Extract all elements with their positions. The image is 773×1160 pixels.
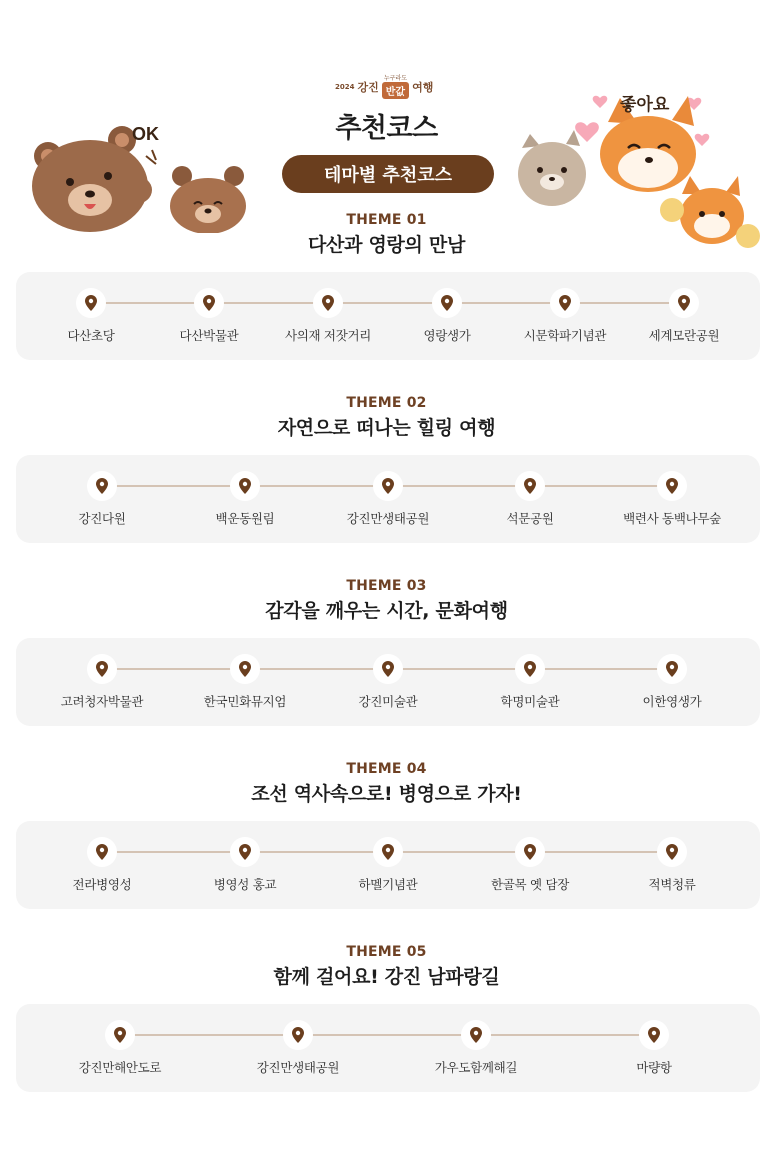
course-stop[interactable] (180, 654, 310, 710)
course-stop[interactable] (37, 837, 167, 893)
stop-name: 이한영생가 (642, 694, 702, 709)
course-stop[interactable] (411, 1020, 541, 1076)
course-route (16, 1004, 760, 1092)
stop-name: 백련사 동백나무숲 (623, 511, 721, 526)
theme-title: 함께 걸어요! 강진 남파랑길 (273, 966, 500, 988)
route-line (120, 1034, 654, 1036)
stop-name: 고려청자박물관 (60, 694, 144, 709)
course-route (16, 272, 760, 360)
map-pin-icon (657, 471, 687, 501)
map-pin-icon (515, 837, 545, 867)
stop-name: 강진다원 (78, 511, 126, 526)
stop-name: 강진만생태공원 (256, 1060, 340, 1075)
course-stop[interactable] (233, 1020, 363, 1076)
course-stop[interactable] (607, 471, 737, 527)
theme-section-2 (0, 395, 773, 526)
stop-name: 시문학파기념관 (523, 328, 607, 343)
logo-name: 강진 (357, 81, 379, 94)
theme-label: THEME 01 (346, 212, 427, 228)
course-stop[interactable] (465, 654, 595, 710)
map-pin-icon (76, 288, 106, 318)
course-stop[interactable] (37, 471, 167, 527)
theme-course-button[interactable]: 테마별 추천코스 (282, 155, 494, 193)
stop-name: 영랑생가 (423, 328, 471, 343)
map-pin-icon (657, 837, 687, 867)
course-stop[interactable] (589, 1020, 719, 1076)
map-pin-icon (550, 288, 580, 318)
ok-text: OK (132, 124, 159, 144)
course-stop[interactable] (263, 288, 393, 344)
map-pin-icon (373, 471, 403, 501)
stop-name: 강진만해안도로 (78, 1060, 162, 1075)
course-stop[interactable] (180, 471, 310, 527)
map-pin-icon (657, 654, 687, 684)
map-pin-icon (313, 288, 343, 318)
course-stop[interactable] (619, 288, 749, 344)
course-stop[interactable] (144, 288, 274, 344)
stop-name: 다산초당 (67, 328, 115, 343)
map-pin-icon (87, 471, 117, 501)
course-stop[interactable] (323, 654, 453, 710)
logo-small: 누구라도 (383, 74, 407, 82)
course-route (16, 821, 760, 909)
course-stop[interactable] (37, 654, 167, 710)
course-route (16, 455, 760, 543)
map-pin-icon (432, 288, 462, 318)
stop-name: 한골목 옛 담장 (491, 877, 569, 892)
page-title: 추천코스 (335, 113, 438, 144)
map-pin-icon (283, 1020, 313, 1050)
event-logo (335, 76, 445, 98)
stop-name: 다산박물관 (179, 328, 239, 343)
map-pin-icon (669, 288, 699, 318)
logo-trip: 여행 (412, 81, 434, 94)
theme-label: THEME 03 (346, 578, 427, 594)
stop-name: 적벽청류 (648, 877, 696, 892)
logo-year: 2024 (335, 83, 355, 91)
theme-title: 다산과 영랑의 만남 (307, 234, 466, 256)
course-stop[interactable] (323, 837, 453, 893)
like-text: 좋아요 (620, 95, 670, 114)
stop-name: 사의재 저잣거리 (284, 328, 372, 343)
theme-section-3 (0, 578, 773, 709)
course-stop[interactable] (26, 288, 156, 344)
course-stop[interactable] (180, 837, 310, 893)
map-pin-icon (230, 471, 260, 501)
map-pin-icon (639, 1020, 669, 1050)
logo-badge: 반값 (382, 82, 409, 99)
stop-name: 학명미술관 (500, 694, 560, 709)
map-pin-icon (230, 837, 260, 867)
map-pin-icon (230, 654, 260, 684)
course-route (16, 638, 760, 726)
map-pin-icon (461, 1020, 491, 1050)
theme-title: 조선 역사속으로! 병영으로 가자! (251, 783, 522, 805)
course-stop[interactable] (465, 471, 595, 527)
map-pin-icon (105, 1020, 135, 1050)
map-pin-icon (87, 654, 117, 684)
map-pin-icon (87, 837, 117, 867)
course-stop[interactable] (323, 471, 453, 527)
stop-name: 병영성 홍교 (213, 877, 277, 892)
course-stop[interactable] (607, 654, 737, 710)
course-stop[interactable] (465, 837, 595, 893)
map-pin-icon (194, 288, 224, 318)
stop-name: 강진만생태공원 (346, 511, 430, 526)
stop-name: 하멜기념관 (358, 877, 418, 892)
theme-label: THEME 04 (346, 761, 427, 777)
theme-section-5 (0, 944, 773, 1075)
course-stop[interactable] (55, 1020, 185, 1076)
theme-title: 자연으로 떠나는 힐링 여행 (277, 417, 496, 439)
theme-section-1 (0, 212, 773, 343)
course-stop[interactable] (382, 288, 512, 344)
stop-name: 한국민화뮤지엄 (203, 694, 287, 709)
theme-label: THEME 02 (346, 395, 427, 411)
map-pin-icon (373, 837, 403, 867)
map-pin-icon (515, 654, 545, 684)
course-stop[interactable] (500, 288, 630, 344)
stop-name: 세계모란공원 (648, 328, 720, 343)
theme-section-4 (0, 761, 773, 892)
theme-label: THEME 05 (346, 944, 427, 960)
course-stop[interactable] (607, 837, 737, 893)
stop-name: 강진미술관 (358, 694, 418, 709)
stop-name: 마량항 (636, 1060, 672, 1075)
theme-title: 감각을 깨우는 시간, 문화여행 (265, 600, 508, 622)
map-pin-icon (373, 654, 403, 684)
map-pin-icon (515, 471, 545, 501)
stop-name: 백운동원림 (215, 511, 275, 526)
stop-name: 석문공원 (506, 511, 554, 526)
stop-name: 가우도함께해길 (434, 1060, 518, 1075)
stop-name: 전라병영성 (72, 877, 132, 892)
